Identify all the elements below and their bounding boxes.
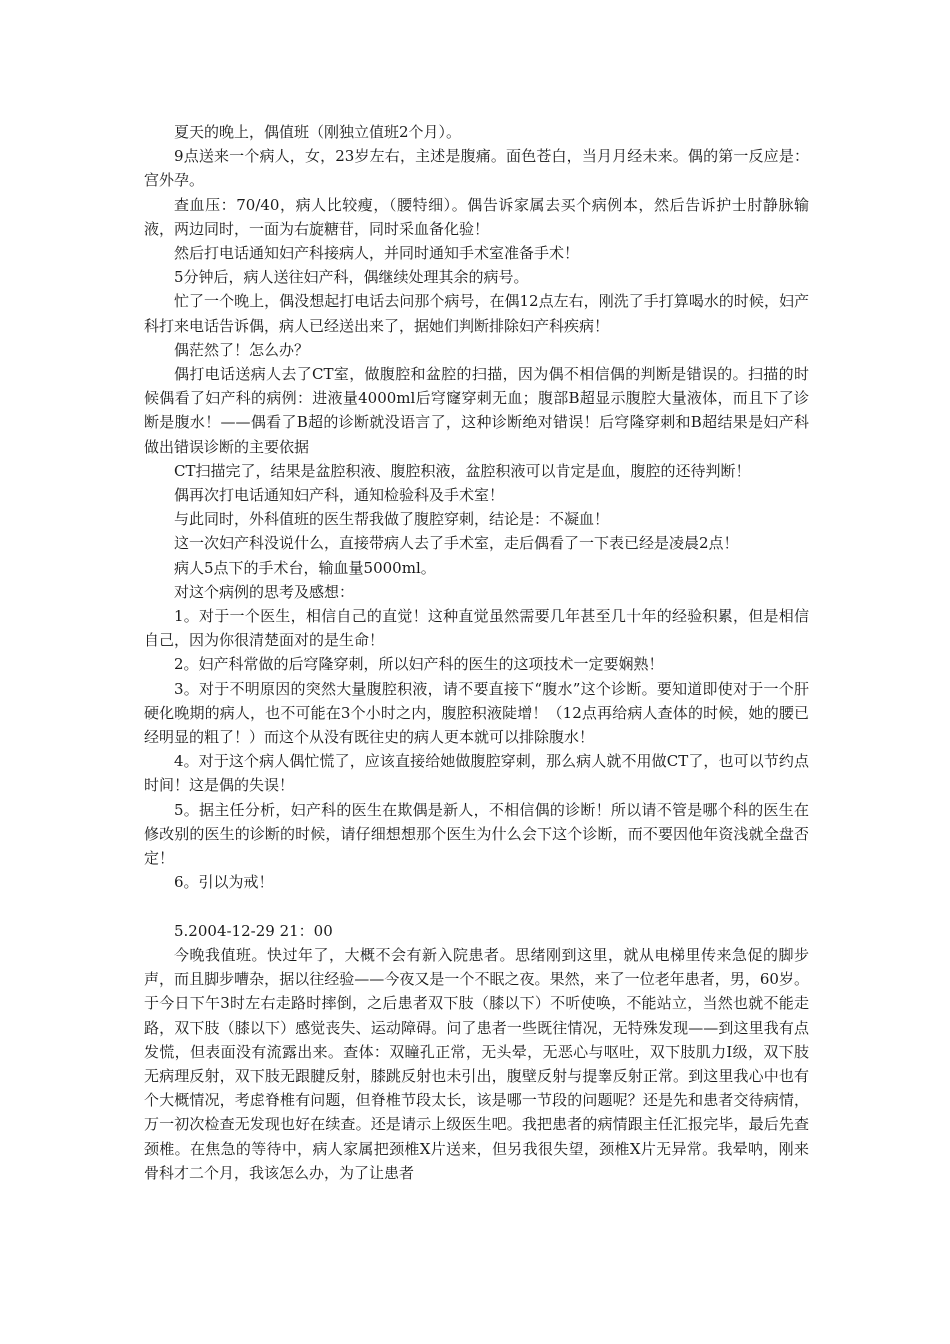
paragraph: 夏天的晚上，偶值班（刚独立值班2个月）。 — [174, 123, 462, 141]
paragraph: 忙了一个晚上，偶没想起打电话去问那个病号，在偶12点左右，刚洗了手打算喝水的时候，妇产科打来电话告诉偶，病人已经送出来了，据她们判断排除妇产科疾病！ — [144, 292, 809, 335]
paragraph: 病人5点下的手术台，输血量5000ml。 — [174, 558, 436, 577]
paragraph: CT扫描完了，结果是盆腔积液、腹腔积液，盆腔积液可以肯定是血，腹腔的还待判断！ — [174, 461, 751, 480]
document-body — [144, 120, 809, 1185]
paragraph: 这一次妇产科没说什么，直接带病人去了手术室，走后偶看了一下表已经是凌晨2点！ — [174, 534, 739, 553]
paragraph: 查血压：70/40，病人比较瘦，（腰特细）。偶告诉家属去买个病例本，然后告诉护士肘静脉输液，两边同时，一面为右旋糖苷，同时采血备化验！ — [144, 195, 809, 238]
paragraph: 偶打电话送病人去了CT室，做腹腔和盆腔的扫描，因为偶不相信偶的判断是错误的。扫描的时候偶看了妇产科的病例：进液量4000ml后穹窿穿刺无血；腹部B超显示腹腔大量液体，而且下了诊断是腹水！——偶看了B超的诊断就没语言了，这种诊断绝对错误！后穹隆穿刺和B超结果是妇产科做出错误诊断的主要依据 — [144, 365, 809, 456]
paragraph: 偶茫然了！怎么办？ — [174, 340, 310, 359]
list-item: 6。引以为戒！ — [174, 873, 274, 892]
list-item: 4。对于这个病人偶忙慌了，应该直接给她做腹腔穿刺，那么病人就不用做CT了，也可以节约点时间！这是偶的失误！ — [144, 752, 809, 795]
paragraph: 然后打电话通知妇产科接病人，并同时通知手术室准备手术！ — [174, 244, 580, 263]
blank-line — [144, 895, 809, 919]
paragraph: 与此同时，外科值班的医生帮我做了腹腔穿刺，结论是：不凝血！ — [174, 510, 610, 529]
paragraph: 对这个病例的思考及感想： — [174, 582, 355, 601]
list-item: 3。对于不明原因的突然大量腹腔积液，请不要直接下“腹水”这个诊断。要知道即使对于一个肝硬化晚期的病人，也不可能在3个小时之内，腹腔积液陡增！（12点再给病人查体的时候，她的腰已经明显的粗了！）而这个从没有既往史的病人更本就可以排除腹水！ — [144, 679, 809, 747]
section-heading: 5.2004-12-29 21：00 — [174, 921, 333, 940]
paragraph: 5分钟后，病人送往妇产科，偶继续处理其余的病号。 — [174, 268, 529, 287]
list-item: 2。妇产科常做的后穹隆穿刺，所以妇产科的医生的这项技术一定要娴熟！ — [174, 655, 664, 674]
paragraph: 9点送来一个病人，女，23岁左右，主述是腹痛。面色苍白，当月月经未来。偶的第一反应是：宫外孕。 — [144, 147, 809, 190]
list-item: 1。对于一个医生，相信自己的直觉！这种直觉虽然需要几年甚至几十年的经验积累，但是相信自己，因为你很清楚面对的是生命！ — [144, 607, 809, 650]
paragraph: 偶再次打电话通知妇产科，通知检验科及手术室！ — [174, 486, 505, 505]
list-item: 5。据主任分析，妇产科的医生在欺偶是新人，不相信偶的诊断！所以请不管是哪个科的医生在修改别的医生的诊断的时候，请仔细想想那个医生为什么会下这个诊断，而不要因他年资浅就全盘否定！ — [144, 800, 809, 868]
paragraph: 今晚我值班。快过年了，大概不会有新入院患者。思绪刚到这里，就从电梯里传来急促的脚步声，而且脚步嘈杂，据以往经验——今夜又是一个不眠之夜。果然，来了一位老年患者，男，60岁。于今日下午3时左右走路时摔倒，之后患者双下肢（膝以下）不听使唤，不能站立，当然也就不能走路，双下肢（膝以下）感觉丧失、运动障碍。问了患者一些既往情况，无特殊发现——到这里我有点发慌，但表面没有流露出来。查体：双瞳孔正常，无头晕，无恶心与呕吐，双下肢肌力I级，双下肢无病理反射，双下肢无跟腱反射，膝跳反射也未引出，腹壁反射与提睾反射正常。到这里我心中也有个大概情况，考虑脊椎有问题，但脊椎节段太长，该是哪一节段的问题呢？还是先和患者交待病情，万一初次检查无发现也好在续查。还是请示上级医生吧。我把患者的病情跟主任汇报完毕，最后先查颈椎。在焦急的等待中，病人家属把颈椎X片送来，但另我很失望，颈椎X片无异常。我晕呐，刚来骨科才二个月，我该怎么办，为了让患者 — [144, 945, 809, 1182]
